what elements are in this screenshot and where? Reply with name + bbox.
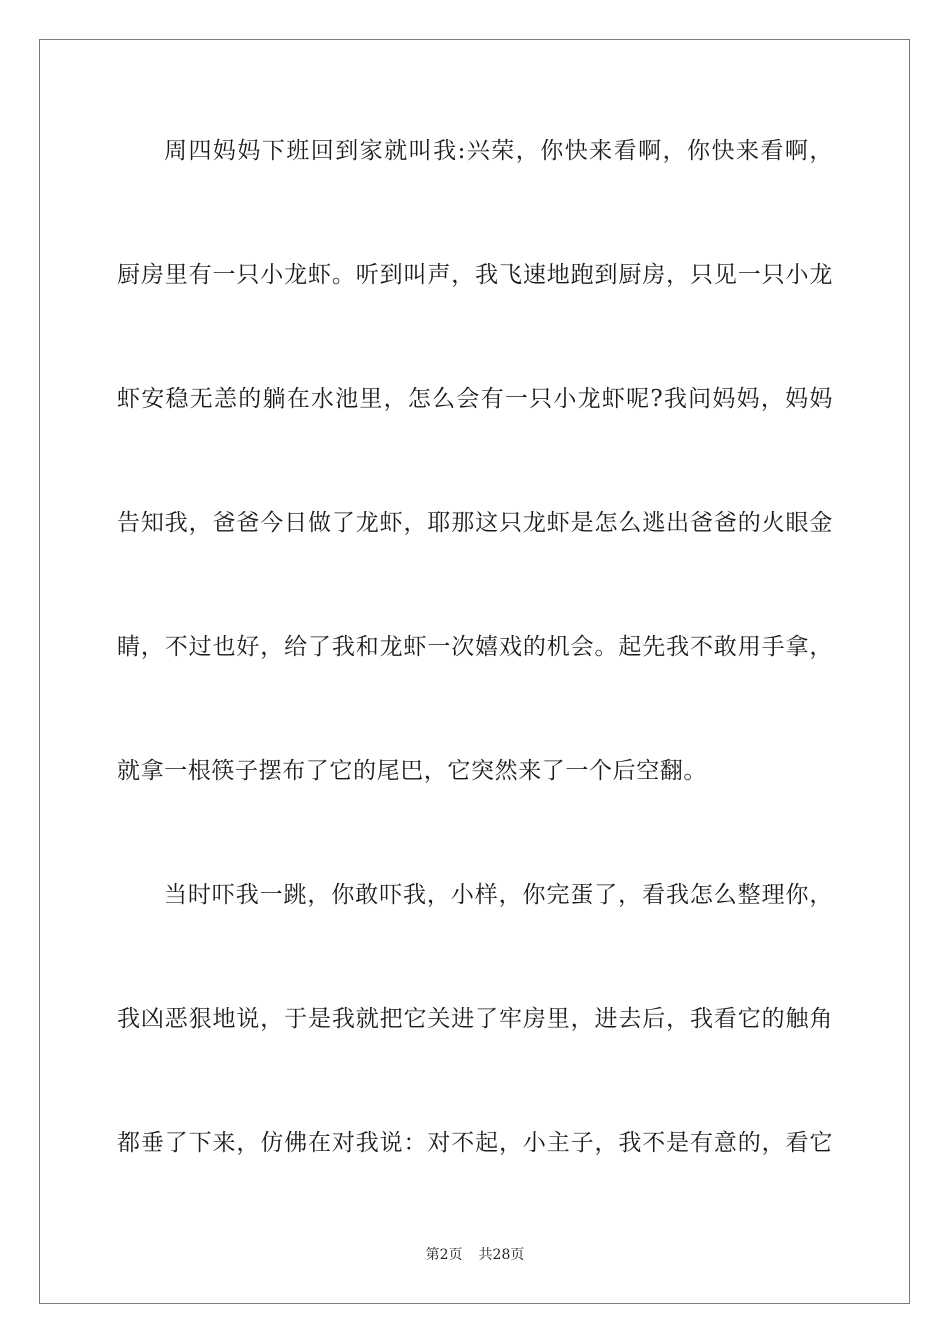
paragraph-1-line-3: 虾安稳无恙的躺在水池里，怎么会有一只小龙虾呢?我问妈妈，妈妈: [117, 386, 833, 412]
paragraph-2-line-2: 我凶恶狠地说，于是我就把它关进了牢房里，进去后，我看它的触角: [117, 1006, 833, 1032]
paragraph-2-line-1: 当时吓我一跳，你敢吓我，小样，你完蛋了，看我怎么整理你，: [164, 882, 833, 908]
paragraph-2-line-3: 都垂了下来，仿佛在对我说：对不起，小主子，我不是有意的，看它: [117, 1130, 833, 1156]
page-number: 第2页: [425, 1247, 463, 1263]
page-border: [39, 39, 910, 1304]
paragraph-1-line-2: 厨房里有一只小龙虾。听到叫声，我飞速地跑到厨房，只见一只小龙: [117, 262, 833, 288]
paragraph-1-line-5: 睛，不过也好，给了我和龙虾一次嬉戏的机会。起先我不敢用手拿，: [117, 634, 833, 660]
paragraph-1-line-4: 告知我，爸爸今日做了龙虾，耶那这只龙虾是怎么逃出爸爸的火眼金: [117, 510, 833, 536]
paragraph-1-line-1: 周四妈妈下班回到家就叫我:兴荣，你快来看啊，你快来看啊，: [164, 138, 833, 164]
paragraph-1-line-6: 就拿一根筷子摆布了它的尾巴，它突然来了一个后空翻。: [117, 758, 707, 784]
page-footer: [0, 1246, 950, 1264]
page-total: 共28页: [478, 1247, 525, 1263]
